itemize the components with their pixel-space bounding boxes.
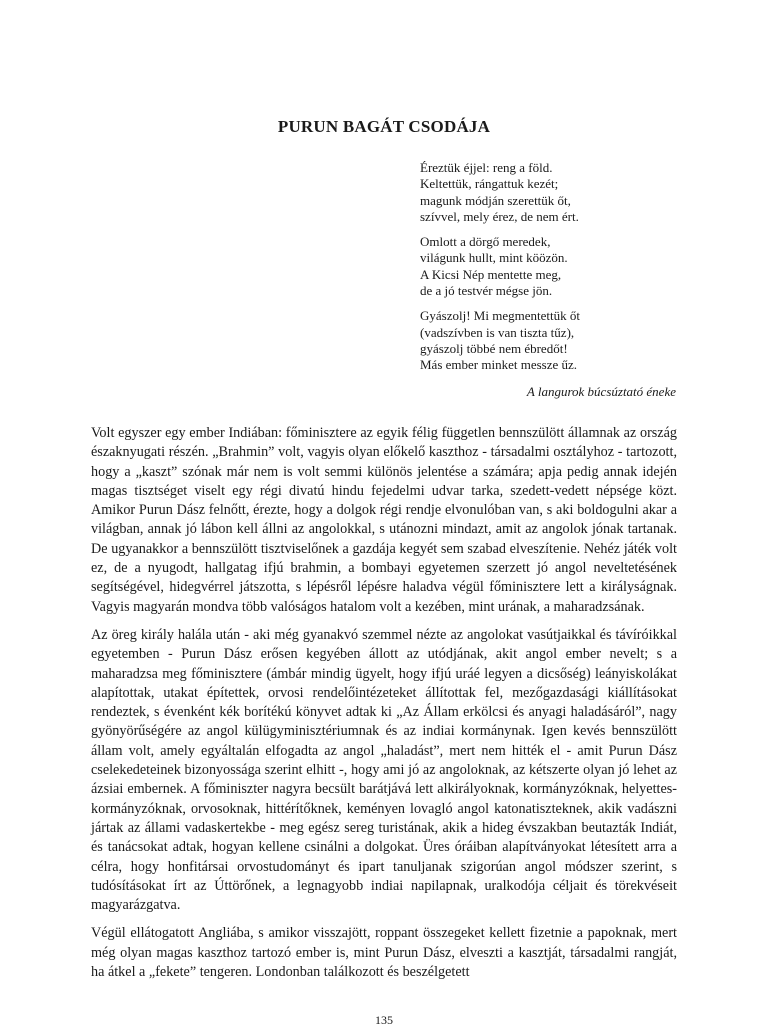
poem-stanza bbox=[420, 160, 690, 225]
poem-attribution: A langurok búcsúztató éneke bbox=[526, 384, 676, 399]
paragraph: Az öreg király halála után - aki még gyanakvó szemmel nézte az angolokat vasútjaikkal és távíróikkal egyetemben - Purun Dász erősen kegyében állott az utódjának, akit angol ember nevelt; s a maharadzsa meg főminisztere (ámbár mindig ügyelt, hogy ifjú uráé legyen a dicsőség) leányiskolákat alapítottak, utakat építettek, orvosi rendelőintézeteket állítottak fel, mezőgazdasági kiállításokat rendeztek, s évenként kék borítékú könyvet adtak ki „Az Állam erkölcsi és anyagi haladásáról”, nagy gyönyörűségére az angol külügyminisztériumnak és az indiai kormánynak. Igen kevés bennszülött állam volt, amely egyáltalán elfogadta az angol „haladást”, mert nem hitték el - amit Purun Dász cselekedeteinek bizonyossága szerint elhitt -, hogy ami jó az angoloknak, az kétszerte olyan jó lehet az ázsiai embernek. A főminiszter nagyra becsült barátjává lett alkirályoknak, kormányzóknak, helyettes-kormányzóknak, orvosoknak, hittérítőknek, keményen lovagló angol katonatiszteknek, akik vadászni jártak az állami vadaskertekbe - meg egész sereg turistának, akik a hideg évszakban beutazták Indiát, és tanácsokat adtak, hogyan kellene csinálni a dolgokat. Üres óráiban alapítványokat létesített arra a célra, hogy honfitársai orvostudományt és ipart tanuljanak szigorúan angol módszer szerint, s tudósításokat írt az Úttörőnek, a legnagyobb indiai napilapnak, uralkodója céljait és törekvéseit magyarázgatva. bbox=[91, 626, 677, 914]
poem-line: (vadszívben is van tiszta tűz), bbox=[420, 324, 575, 340]
epigraph-poem bbox=[420, 160, 690, 383]
poem-line: Keltettük, rángattuk kezét; bbox=[420, 176, 559, 192]
poem-line: Más ember minket messze űz. bbox=[420, 357, 578, 373]
body-text bbox=[91, 424, 677, 991]
paragraph: Volt egyszer egy ember Indiában: főminisztere az egyik félig független bennszülött államnak az ország északnyugati részén. „Brahmin” volt, vagyis olyan előkelő kaszthoz - társadalmi osztályhoz - tartozott, hogy a „kaszt” szónak már nem is volt semmi különös jelentése a számára; apja pedig annak idején magas tisztséget viselt egy régi divatú hindu fejedelmi udvar tarka, szedett-vedett népsége közt. Amikor Purun Dász felnőtt, érezte, hogy a dolgok régi rendje elvonulóban van, s aki boldogulni akar a világban, annak jó lábon kell állni az angolokkal, s utánozni mindazt, amit az angolok jónak tartanak. De ugyanakkor a bennszülött tisztviselőnek a gazdája kegyét sem szabad elveszítenie. Nehéz játék volt ez, de a nyugodt, hallgatag ifjú brahmin, a bombayi egyetemen szerzett jó angol neveltetésének segítségével, hidegvérrel játszotta, s lépésről lépésre haladva végül főminisztere lett a királyságnak. Vagyis magyarán mondva több valóságos hatalom volt a kezében, mint urának, a maharadzsának. bbox=[91, 425, 677, 615]
paragraph: Végül ellátogatott Angliába, s amikor visszajött, roppant összegeket kellett fizetnie a papoknak, mert még olyan magas kaszthoz tartozó ember is, mint Purun Dász, elveszti a kasztját, társadalmi rangját, ha átkel a „fekete” tengeren. Londonban találkozott és beszélgetett bbox=[91, 925, 677, 981]
poem-line: gyászolj többé nem ébredőt! bbox=[420, 340, 568, 356]
chapter-title: PURUN BAGÁT CSODÁJA bbox=[277, 117, 491, 136]
poem-line: A Kicsi Nép mentette meg, bbox=[420, 266, 562, 282]
poem-stanza bbox=[420, 234, 690, 299]
poem-line: magunk módján szerettük őt, bbox=[420, 192, 571, 208]
poem-line: szívvel, mely érez, de nem ért. bbox=[420, 208, 579, 224]
poem-stanza bbox=[420, 308, 690, 373]
page-number: 135 bbox=[375, 1013, 393, 1027]
poem-line: Éreztük éjjel: reng a föld. bbox=[420, 160, 553, 175]
poem-line: világunk hullt, mint köözön. bbox=[420, 250, 568, 266]
poem-line: Gyászolj! Mi megmentettük őt bbox=[420, 308, 580, 324]
poem-line: de a jó testvér mégse jön. bbox=[420, 283, 553, 299]
poem-line: Omlott a dörgő meredek, bbox=[420, 234, 551, 250]
